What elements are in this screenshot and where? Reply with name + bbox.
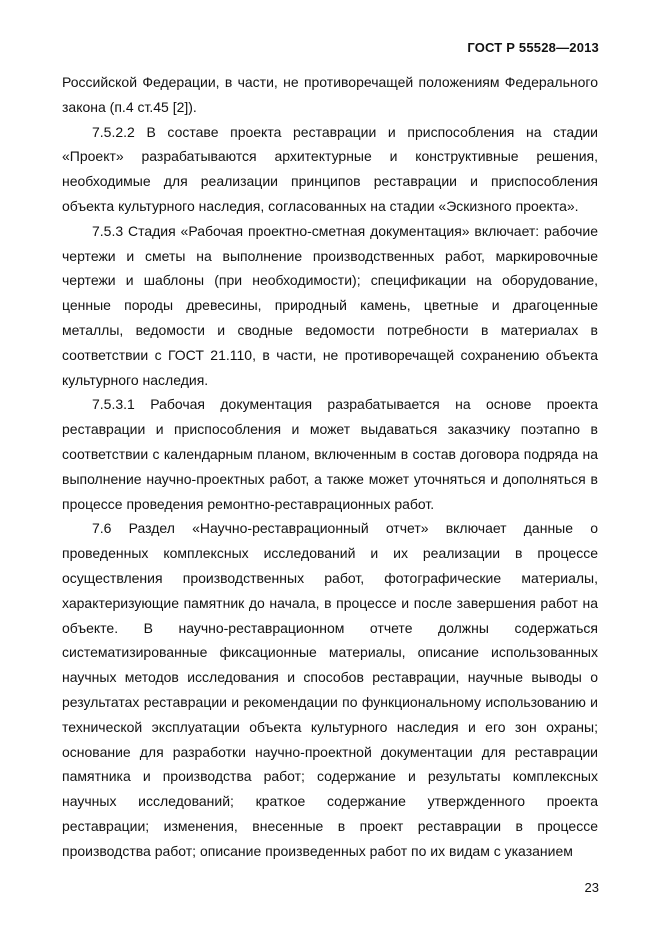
paragraph-7-5-3-1: 7.5.3.1 Рабочая документация разрабатывается на основе проекта реставрации и приспособления и может выдаваться заказчику поэтапно в соответствии с календарным планом, включенным в состав договора подряда на выполнение научно-проектных работ, а также может уточняться и дополняться в процессе проведения ремонтно-реставрационных работ. [62,396,598,512]
page-header-standard-code: ГОСТ Р 55528—2013 [467,40,599,55]
paragraph-continuation: Российской Федерации, в части, не противоречащей положениям Федерального закона (п.4 ст.45 [2]). [62,74,598,115]
paragraph-7-6: 7.6 Раздел «Научно-реставрационный отчет» включает данные о проведенных комплексных исследований и их реализации в процессе осуществления производственных работ, фотографические материалы, характеризующие памятник до начала, в процессе и после завершения работ на объекте. В научно-реставрационном отчете должны содержаться систематизированные фиксационные материалы, описание использованных научных методов исследования и способов реставрации, научные выводы о результатах реставрации и рекомендации по функциональному использованию и технической эксплуатации объекта культурного наследия и его зон охраны; основание для разработки научно-проектной документации для реставрации памятника и производства работ; содержание и результаты комплексных научных исследований; краткое содержание утвержденного проекта реставрации; изменения, внесенные в проект реставрации в процессе производства работ; описание произведенных работ по их видам с указанием [62,520,598,859]
paragraph-7-5-2-2: 7.5.2.2 В составе проекта реставрации и приспособления на стадии «Проект» разрабатываются архитектурные и конструктивные решения, необходимые для реализации принципов реставрации и приспособления объекта культурного наследия, согласованных на стадии «Эскизного проекта». [62,123,598,214]
paragraph-7-5-3: 7.5.3 Стадия «Рабочая проектно-сметная документация» включает: рабочие чертежи и сметы на выполнение производственных работ, маркировочные чертежи и шаблоны (при необходимости); спецификации на оборудование, ценные породы древесины, природный камень, цветные и драгоценные металлы, ведомости и сводные ведомости потребности в материалах в соответствии с ГОСТ 21.110, в части, не противоречащей сохранению объекта культурного наследия. [62,222,598,388]
page-number: 23 [584,880,599,895]
document-body [62,70,598,864]
